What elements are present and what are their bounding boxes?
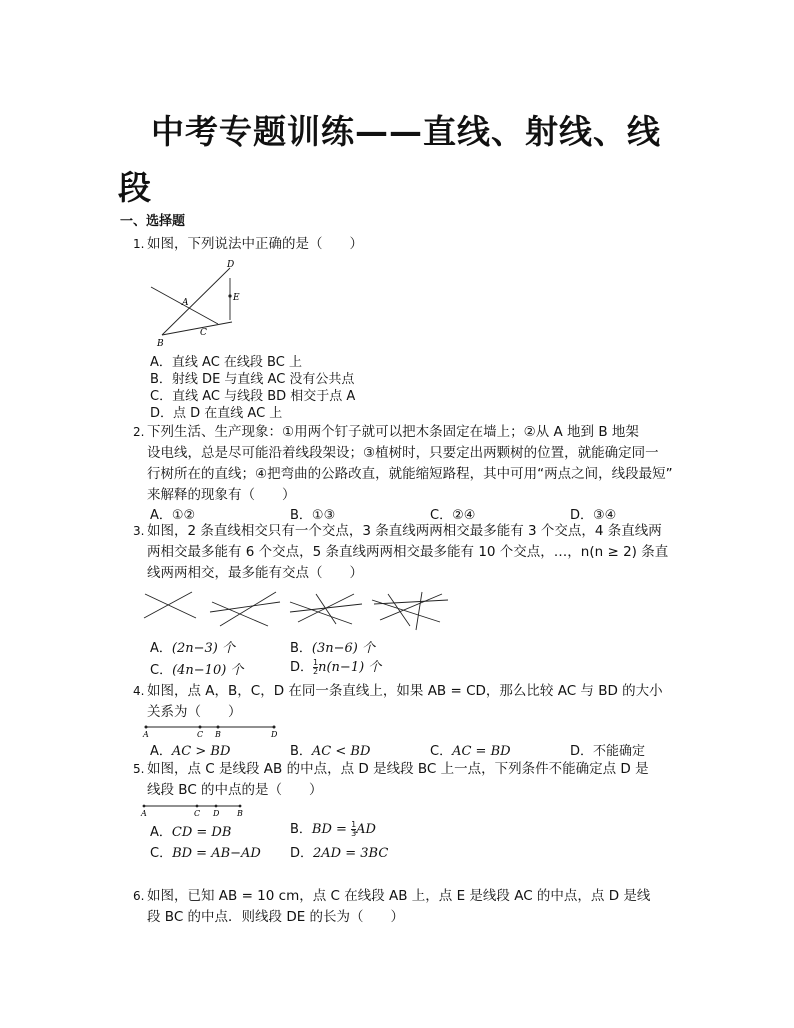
q4-label-d: D xyxy=(271,730,278,739)
q4-label-b: B xyxy=(215,730,221,739)
question-number: 4. xyxy=(133,684,145,698)
q2-option-d: D．③④ xyxy=(570,508,617,523)
q5-label-b: B xyxy=(237,809,243,818)
q4-point-a xyxy=(145,726,148,729)
q5-point-b xyxy=(239,805,242,808)
q5-option-c: C．BD = AB−AD xyxy=(150,846,261,861)
q5-point-d xyxy=(215,805,218,808)
q3-line xyxy=(380,594,442,620)
q3-line xyxy=(290,602,352,624)
question-2: 2. 下列生活、生产现象：①用两个钉子就可以把木条固定在墙上；②从 A 地到 B 地架 设电线，总是尽可能沿着线段架设；③植树时，只要定出两颗树的位置，就能确定同一 行树所在的直线；④把弯曲的公路改直，就能缩短路程，其中可用“两点之间，线段最短” 来解释的现象有（ ） xyxy=(133,424,673,503)
q1-label-c: C xyxy=(200,328,207,338)
q2-option-c: C．②④ xyxy=(430,508,476,523)
q4-point-b xyxy=(217,726,220,729)
q5-label-c: C xyxy=(194,809,201,818)
q1-line-bd xyxy=(162,268,230,335)
q4-option-d: D．不能确定 xyxy=(570,744,646,759)
q5-point-c xyxy=(196,805,199,808)
q3-line xyxy=(374,600,448,604)
q5-option-d: D．2AD = 3BC xyxy=(290,846,389,861)
q2-option-b: B．①③ xyxy=(290,508,336,523)
fraction: $\frac{1}{3}$ xyxy=(351,820,357,838)
title-line-1: 中考专题训练——直线、射线、线 xyxy=(151,112,661,151)
fraction: $\frac{1}{2}$ xyxy=(313,658,319,676)
q3-option-a: A．(2n−3) 个 xyxy=(150,641,235,656)
document-title xyxy=(118,104,688,216)
q1-point-e xyxy=(228,294,231,297)
question-4: 4. 如图，点 A，B，C，D 在同一条直线上，如果 AB = CD，那么比较 AC 与 BD 的大小 关系为（ ） xyxy=(133,683,663,720)
q1-label-e: E xyxy=(233,293,240,303)
q4-option-b: B．AC < BD xyxy=(290,744,371,759)
question-6: 6. 如图，已知 AB = 10 cm，点 C 在线段 AB 上，点 E 是线段 AC 的中点，点 D 是线 段 BC 的中点．则线段 DE 的长为（ ） xyxy=(133,888,651,925)
question-number: 2. xyxy=(133,425,145,439)
question-number: 1. xyxy=(133,237,145,251)
question-number: 3. xyxy=(133,524,145,538)
q4-label-c: C xyxy=(197,730,204,739)
q3-line xyxy=(145,594,196,618)
q3-option-b: B．(3n−6) 个 xyxy=(290,641,376,656)
q1-figure xyxy=(140,256,250,348)
question-5: 5. 如图，点 C 是线段 AB 的中点，点 D 是线段 BC 上一点，下列条件不能确定点 D 是 线段 BC 的中点的是（ ） xyxy=(133,761,649,798)
q1-option-d: D．点 D 在直线 AC 上 xyxy=(150,406,283,421)
q3-line xyxy=(290,604,362,612)
q3-line xyxy=(388,594,410,626)
title-line-2: 段 xyxy=(118,168,152,207)
question-number: 6. xyxy=(133,889,145,903)
q4-option-c: C．AC = BD xyxy=(430,744,511,759)
question-stem: 如图，下列说法中正确的是（ ） xyxy=(147,236,363,252)
q2-option-a: A．①② xyxy=(150,508,196,523)
q5-option-b: B．BD = $\frac{1}{3}$ AD xyxy=(290,820,376,838)
q1-label-a: A xyxy=(182,298,189,308)
q5-option-a: A．CD = DB xyxy=(150,825,232,840)
q3-line xyxy=(416,592,422,630)
section-heading: 一、选择题 xyxy=(120,214,186,229)
q5-label-a: A xyxy=(141,809,147,818)
q3-option-d: D． $\frac{1}{2}$ n(n−1) 个 xyxy=(290,658,382,676)
q5-figure xyxy=(140,800,252,820)
q4-option-a: A．AC > BD xyxy=(150,744,231,759)
q3-option-c: C．(4n−10) 个 xyxy=(150,663,244,678)
q1-label-d: D xyxy=(227,260,235,270)
q4-point-c xyxy=(199,726,202,729)
q1-option-b: B．射线 DE 与直线 AC 没有公共点 xyxy=(150,372,355,387)
q4-label-a: A xyxy=(143,730,149,739)
q5-point-a xyxy=(143,805,146,808)
q3-line xyxy=(144,592,192,618)
q1-option-a: A．直线 AC 在线段 BC 上 xyxy=(150,355,302,370)
q1-option-c: C．直线 AC 与线段 BD 相交于点 A xyxy=(150,389,356,404)
question-1 xyxy=(133,234,683,255)
question-number: 5. xyxy=(133,762,145,776)
q4-figure xyxy=(140,720,285,740)
q5-label-d: D xyxy=(213,809,220,818)
q4-point-d xyxy=(273,726,276,729)
question-3: 3. 如图，2 条直线相交只有一个交点，3 条直线两两相交最多能有 3 个交点，4 条直线两 两相交最多能有 6 个交点，5 条直线两两相交最多能有 10 个交点，…，n(n ≥ 2) 条直 线两两相交，最多能有交点（ ） xyxy=(133,523,669,581)
q3-figure xyxy=(140,588,452,636)
q1-line-bc xyxy=(162,322,232,335)
q1-label-b: B xyxy=(157,339,164,348)
